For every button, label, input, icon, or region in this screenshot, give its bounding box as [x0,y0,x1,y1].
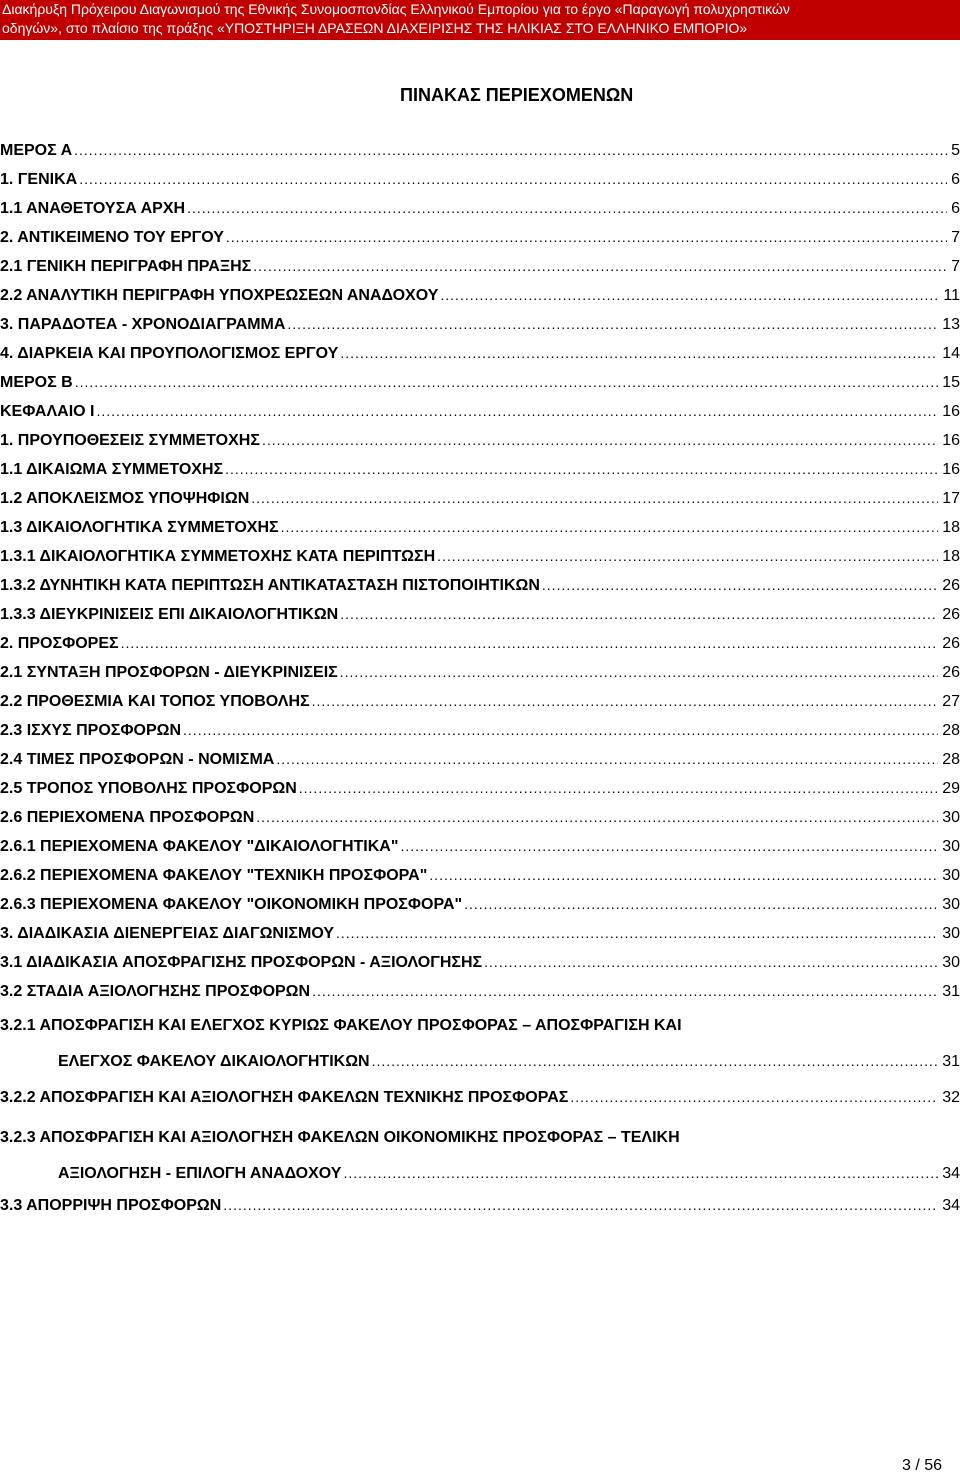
toc-entry-page-number: 26 [942,605,960,623]
dot-leader [312,984,938,1000]
toc-entry-label: 3.3 ΑΠΟΡΡΙΨΗ ΠΡΟΣΦΟΡΩΝ [0,1197,222,1214]
toc-entry[interactable] [0,687,960,716]
toc-entry-page-number: 34 [942,1165,960,1182]
toc-entry-page-number: 16 [942,402,960,420]
toc-entry[interactable] [0,919,960,948]
toc-entry[interactable] [0,571,960,600]
toc-entry[interactable] [0,832,960,861]
toc-entry-page-number: 16 [942,431,960,449]
toc-entry-label: 2.3 ΙΣΧΥΣ ΠΡΟΣΦΟΡΩΝ [0,721,182,739]
toc-entry[interactable] [0,513,960,542]
dot-leader [253,259,947,275]
toc-entry-label: 1.3.2 ΔΥΝΗΤΙΚΗ ΚΑΤΑ ΠΕΡΙΠΤΩΣΗ ΑΝΤΙΚΑΤΑΣΤΑΣΗ ΠΙΣΤΟΠΟΙΗΤΙΚΩΝ [0,576,540,594]
dot-leader [542,578,938,594]
dot-leader [225,462,938,478]
dot-leader [570,1090,938,1106]
dot-leader [312,694,939,710]
dot-leader [281,520,939,536]
dot-leader [336,926,938,942]
toc-entry[interactable] [0,890,960,919]
toc-entry-page-number: 6 [951,199,960,217]
toc-entry[interactable] [0,1190,960,1222]
toc-entry-page-number: 26 [942,634,960,652]
toc-entry-page-number: 6 [951,170,960,188]
toc-entry-label: 2.5 ΤΡΟΠΟΣ ΥΠΟΒΟΛΗΣ ΠΡΟΣΦΟΡΩΝ [0,779,297,797]
table-of-contents [0,136,960,1222]
toc-entry-page-number: 16 [942,460,960,478]
toc-entry-label: ΚΕΦΑΛΑΙΟ Ι [0,402,95,420]
toc-entry-page-number: 29 [942,779,960,797]
toc-entry-label: 1.3.3 ΔΙΕΥΚΡΙΝΙΣΕΙΣ ΕΠΙ ΔΙΚΑΙΟΛΟΓΗΤΙΚΩΝ [0,605,339,623]
dot-leader [340,607,938,623]
toc-entry[interactable] [0,455,960,484]
toc-entry[interactable] [0,861,960,890]
dot-leader [437,549,938,565]
dot-leader [484,955,938,971]
document-header-banner [0,0,960,40]
toc-entry-page-number: 17 [942,489,960,507]
dot-leader [226,230,947,246]
toc-entry-label: 4. ΔΙΑΡΚΕΙΑ ΚΑΙ ΠΡΟΥΠΟΛΟΓΙΣΜΟΣ ΕΡΓΟΥ [0,344,339,362]
dot-leader [187,201,947,217]
toc-entry-label: 3. ΔΙΑΔΙΚΑΣΙΑ ΔΙΕΝΕΡΓΕΙΑΣ ΔΙΑΓΩΝΙΣΜΟΥ [0,924,335,942]
toc-entry[interactable] [0,194,960,223]
toc-entry-page-number: 32 [942,1089,960,1106]
dot-leader [223,1198,938,1214]
toc-entry-label: 2.6.2 ΠΕΡΙΕΧΟΜΕΝΑ ΦΑΚΕΛΟΥ "ΤΕΧΝΙΚΗ ΠΡΟΣΦΟΡΑ" [0,866,428,884]
toc-entry-label: 2.4 ΤΙΜΕΣ ΠΡΟΣΦΟΡΩΝ - ΝΟΜΙΣΜΑ [0,750,275,768]
toc-entry[interactable] [0,281,960,310]
dot-leader [464,897,938,913]
dot-leader [400,839,938,855]
toc-entry-page-number: 30 [942,837,960,855]
toc-entry-continuation[interactable] [0,1158,960,1190]
toc-entry-label: 3.2.3 ΑΠΟΣΦΡΑΓΙΣΗ ΚΑΙ ΑΞΙΟΛΟΓΗΣΗ ΦΑΚΕΛΩΝ ΟΙΚΟΝΟΜΙΚΗΣ ΠΡΟΣΦΟΡΑΣ – ΤΕΛΙΚΗ [0,1129,680,1146]
dot-leader [299,781,938,797]
toc-entry[interactable] [0,745,960,774]
toc-entry-page-number: 30 [942,895,960,913]
toc-entry-label: 1.3.1 ΔΙΚΑΙΟΛΟΓΗΤΙΚΑ ΣΥΜΜΕΤΟΧΗΣ ΚΑΤΑ ΠΕΡΙΠΤΩΣΗ [0,547,436,565]
toc-entry-continuation[interactable] [0,1046,960,1078]
dot-leader [75,375,938,391]
toc-entry[interactable] [0,1078,960,1118]
toc-entry-label: 2. ΑΝΤΙΚΕΙΜΕΝΟ ΤΟΥ ΕΡΓΟΥ [0,228,224,246]
toc-entry[interactable] [0,803,960,832]
toc-entry-label: 3.2.2 ΑΠΟΣΦΡΑΓΙΣΗ ΚΑΙ ΑΞΙΟΛΟΓΗΣΗ ΦΑΚΕΛΩΝ ΤΕΧΝΙΚΗΣ ΠΡΟΣΦΟΡΑΣ [0,1089,569,1106]
header-line-2: οδηγών», στο πλαίσιο της πράξης «ΥΠΟΣΤΗΡΙΞΗ ΔΡΑΣΕΩΝ ΔΙΑΧΕΙΡΙΣΗΣ ΤΗΣ ΗΛΙΚΙΑΣ ΣΤΟ ΕΛΛΗΝΙΚΟ ΕΜΠΟΡΙΟ» [2,20,748,36]
toc-entry-label: ΜΕΡΟΣ Α [0,141,73,159]
header-line-1: Διακήρυξη Πρόχειρου Διαγωνισμού της Εθνικής Συνομοσπονδίας Ελληνικού Εμπορίου για το έργο «Παραγωγή πολυχρηστικών [2,1,790,17]
toc-entry-label: 3.2 ΣΤΑΔΙΑ ΑΞΙΟΛΟΓΗΣΗΣ ΠΡΟΣΦΟΡΩΝ [0,982,311,1000]
toc-entry-page-number: 30 [942,924,960,942]
toc-entry-label: 1. ΓΕΝΙΚΑ [0,170,78,188]
toc-entry[interactable] [0,629,960,658]
toc-entry-label: 2.6.3 ΠΕΡΙΕΧΟΜΕΝΑ ΦΑΚΕΛΟΥ "ΟΙΚΟΝΟΜΙΚΗ ΠΡΟΣΦΟΡΑ" [0,895,463,913]
dot-leader [74,143,947,159]
toc-entry-label: ΑΞΙΟΛΟΓΗΣΗ - ΕΠΙΛΟΓΗ ΑΝΑΔΟΧΟΥ [58,1165,342,1182]
toc-entry[interactable] [0,368,960,397]
toc-entry-label: ΕΛΕΓΧΟΣ ΦΑΚΕΛΟΥ ΔΙΚΑΙΟΛΟΓΗΤΙΚΩΝ [58,1053,370,1070]
dot-leader [343,1166,938,1182]
toc-entry[interactable] [0,310,960,339]
toc-entry-page-number: 26 [942,663,960,681]
toc-entry-label: 1.1 ΔΙΚΑΙΩΜΑ ΣΥΜΜΕΤΟΧΗΣ [0,460,224,478]
toc-entry-page-number: 31 [942,982,960,1000]
toc-entry-page-number: 30 [942,866,960,884]
toc-entry[interactable] [0,658,960,687]
toc-entry-label: 3. ΠΑΡΑΔΟΤΕΑ - ΧΡΟΝΟΔΙΑΓΡΑΜΜΑ [0,315,286,333]
toc-entry-page-number: 18 [942,547,960,565]
toc-entry[interactable] [0,252,960,281]
toc-entry-label: 3.1 ΔΙΑΔΙΚΑΣΙΑ ΑΠΟΣΦΡΑΓΙΣΗΣ ΠΡΟΣΦΟΡΩΝ - ΑΞΙΟΛΟΓΗΣΗΣ [0,953,483,971]
dot-leader [429,868,938,884]
toc-entry-label: 1. ΠΡΟΥΠΟΘΕΣΕΙΣ ΣΥΜΜΕΤΟΧΗΣ [0,431,260,449]
toc-entry-page-number: 14 [942,344,960,362]
toc-entry[interactable] [0,600,960,629]
toc-entry-page-number: 18 [942,518,960,536]
dot-leader [262,433,938,449]
toc-entry-label: 1.2 ΑΠΟΚΛΕΙΣΜΟΣ ΥΠΟΨΗΦΙΩΝ [0,489,250,507]
toc-entry-page-number: 28 [942,721,960,739]
toc-entry[interactable] [0,977,960,1006]
dot-leader [256,810,938,826]
toc-entry[interactable] [0,339,960,368]
toc-entry[interactable] [0,542,960,571]
toc-entry-page-number: 26 [942,576,960,594]
toc-entry[interactable] [0,1118,960,1158]
toc-entry[interactable] [0,1006,960,1046]
toc-entry-label: 2.1 ΓΕΝΙΚΗ ΠΕΡΙΓΡΑΦΗ ΠΡΑΞΗΣ [0,257,252,275]
toc-entry-label: 2.2 ΑΝΑΛΥΤΙΚΗ ΠΕΡΙΓΡΑΦΗ ΥΠΟΧΡΕΩΣΕΩΝ ΑΝΑΔΟΧΟΥ [0,286,439,304]
toc-entry-label: 2.1 ΣΥΝΤΑΞΗ ΠΡΟΣΦΟΡΩΝ - ΔΙΕΥΚΡΙΝΙΣΕΙΣ [0,663,338,681]
dot-leader [340,346,938,362]
toc-entry-page-number: 34 [942,1197,960,1214]
toc-entry-page-number: 11 [943,286,960,304]
toc-entry[interactable] [0,426,960,455]
toc-entry-page-number: 27 [942,692,960,710]
toc-entry-page-number: 13 [942,315,960,333]
toc-entry-label: 2.6.1 ΠΕΡΙΕΧΟΜΕΝΑ ΦΑΚΕΛΟΥ "ΔΙΚΑΙΟΛΟΓΗΤΙΚΑ" [0,837,399,855]
toc-entry[interactable] [0,165,960,194]
toc-entry[interactable] [0,774,960,803]
dot-leader [251,491,938,507]
toc-entry-page-number: 30 [942,953,960,971]
dot-leader [276,752,938,768]
toc-entry[interactable] [0,484,960,513]
toc-entry-label: 1.1 ΑΝΑΘΕΤΟΥΣΑ ΑΡΧΗ [0,199,186,217]
toc-entry[interactable] [0,223,960,252]
toc-entry-page-number: 7 [951,257,960,275]
dot-leader [340,665,938,681]
toc-entry[interactable] [0,397,960,426]
toc-entry-page-number: 28 [942,750,960,768]
toc-entry-label: 2. ΠΡΟΣΦΟΡΕΣ [0,634,119,652]
page-indicator: 3 / 56 [901,1457,942,1474]
toc-entry-page-number: 7 [951,228,960,246]
dot-leader [183,723,938,739]
dot-leader [79,172,947,188]
toc-entry[interactable] [0,136,960,165]
dot-leader [287,317,938,333]
toc-entry-page-number: 31 [942,1053,960,1070]
toc-entry-label: 1.3 ΔΙΚΑΙΟΛΟΓΗΤΙΚΑ ΣΥΜΜΕΤΟΧΗΣ [0,518,279,536]
dot-leader [440,288,939,304]
toc-entry-page-number: 30 [942,808,960,826]
toc-entry-page-number: 15 [942,373,960,391]
toc-entry[interactable] [0,716,960,745]
dot-leader [97,404,939,420]
dot-leader [372,1054,939,1070]
toc-entry-page-number: 5 [951,141,960,159]
toc-entry-label: 2.2 ΠΡΟΘΕΣΜΙΑ ΚΑΙ ΤΟΠΟΣ ΥΠΟΒΟΛΗΣ [0,692,310,710]
toc-entry[interactable] [0,948,960,977]
toc-entry-label: ΜΕΡΟΣ Β [0,373,73,391]
toc-title: ΠΙΝΑΚΑΣ ΠΕΡΙΕΧΟΜΕΝΩΝ [400,85,634,105]
toc-entry-label: 3.2.1 ΑΠΟΣΦΡΑΓΙΣΗ ΚΑΙ ΕΛΕΓΧΟΣ ΚΥΡΙΩΣ ΦΑΚΕΛΟΥ ΠΡΟΣΦΟΡΑΣ – ΑΠΟΣΦΡΑΓΙΣΗ ΚΑΙ [0,1017,682,1034]
dot-leader [121,636,939,652]
toc-entry-label: 2.6 ΠΕΡΙΕΧΟΜΕΝΑ ΠΡΟΣΦΟΡΩΝ [0,808,255,826]
